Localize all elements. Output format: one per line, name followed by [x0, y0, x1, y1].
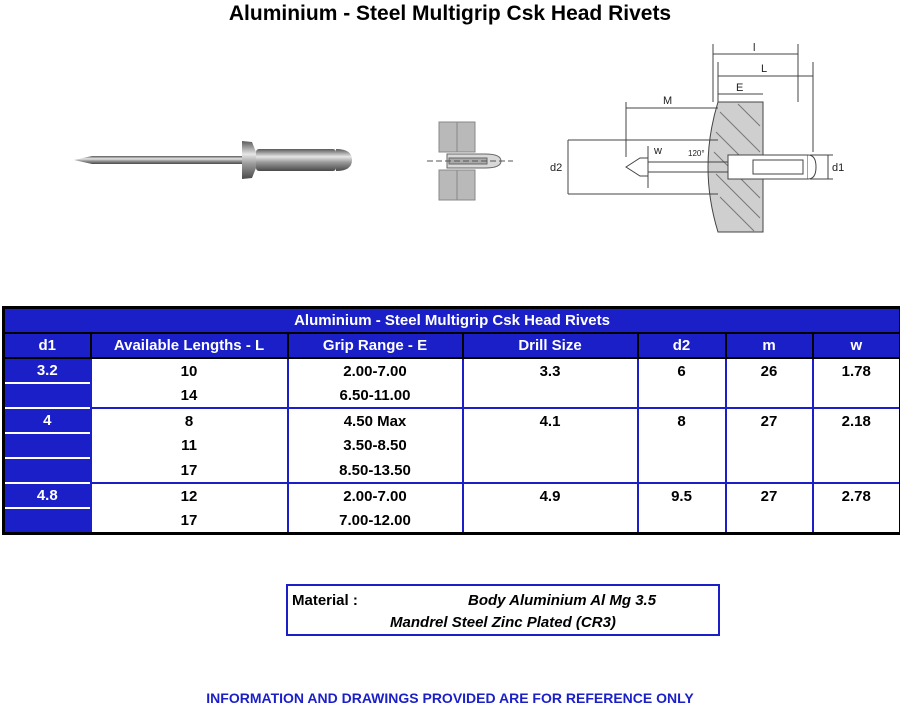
- cell-d1: 4.8: [4, 483, 91, 508]
- table-row: [4, 433, 900, 458]
- cell-length: 10: [91, 358, 288, 383]
- cell-m: 26: [726, 358, 813, 383]
- material-body: Body Aluminium Al Mg 3.5: [468, 592, 657, 609]
- cell-grip: 2.00-7.00: [288, 483, 463, 508]
- header-d2: d2: [638, 333, 726, 358]
- header-m: m: [726, 333, 813, 358]
- label-angle: 120°: [688, 149, 705, 158]
- cell-m: 27: [726, 408, 813, 433]
- cell-grip: 3.50-8.50: [288, 433, 463, 458]
- cell-d2: 8: [638, 408, 726, 433]
- footer-disclaimer: INFORMATION AND DRAWINGS PROVIDED ARE FOR REFERENCE ONLY: [206, 690, 694, 706]
- cell-m: 27: [726, 483, 813, 508]
- label-d1: d1: [832, 162, 845, 174]
- header-w: w: [813, 333, 900, 358]
- table-title: Aluminium - Steel Multigrip Csk Head Rivets: [4, 308, 900, 334]
- label-l-upper: l: [753, 42, 756, 54]
- header-drill-size: Drill Size: [463, 333, 638, 358]
- label-m: M: [663, 95, 673, 107]
- spec-table: [2, 306, 900, 535]
- section-drawing: [425, 116, 515, 206]
- cell-drill: 4.9: [463, 483, 638, 508]
- cell-d2: 6: [638, 358, 726, 383]
- cell-w: 2.78: [813, 483, 900, 508]
- material-mandrel: Mandrel Steel Zinc Plated (CR3): [390, 614, 616, 631]
- page-title: Aluminium - Steel Multigrip Csk Head Rivets: [228, 2, 672, 25]
- cell-grip: 7.00-12.00: [288, 508, 463, 534]
- header-grip-range: Grip Range - E: [288, 333, 463, 358]
- rivet-photo: [70, 130, 355, 190]
- table-row: [4, 408, 900, 433]
- cell-w: 1.78: [813, 358, 900, 383]
- cell-length: 14: [91, 383, 288, 408]
- cell-length: 17: [91, 508, 288, 534]
- table-row: [4, 358, 900, 383]
- label-e: E: [736, 82, 744, 94]
- cell-drill: 4.1: [463, 408, 638, 433]
- cell-drill: 3.3: [463, 358, 638, 383]
- cell-d1: 3.2: [4, 358, 91, 383]
- cell-d1-empty: [4, 433, 91, 458]
- label-w: w: [654, 145, 662, 157]
- label-l: L: [761, 63, 768, 75]
- cell-d1-empty: [4, 458, 91, 483]
- label-d2: d2: [550, 162, 563, 174]
- material-label: Material :: [292, 592, 358, 609]
- cell-grip: 6.50-11.00: [288, 383, 463, 408]
- cell-w: 2.18: [813, 408, 900, 433]
- cell-grip: 8.50-13.50: [288, 458, 463, 483]
- cell-grip: 2.00-7.00: [288, 358, 463, 383]
- cell-d1-empty: [4, 383, 91, 408]
- cell-d1: 4: [4, 408, 91, 433]
- table-row: [4, 508, 900, 534]
- dimension-drawing: [548, 42, 848, 247]
- cell-length: 8: [91, 408, 288, 433]
- header-lengths: Available Lengths - L: [91, 333, 288, 358]
- cell-length: 12: [91, 483, 288, 508]
- cell-length: 17: [91, 458, 288, 483]
- cell-grip: 4.50 Max: [288, 408, 463, 433]
- cell-d2: 9.5: [638, 483, 726, 508]
- cell-length: 11: [91, 433, 288, 458]
- cell-d1-empty: [4, 508, 91, 534]
- table-row: [4, 458, 900, 483]
- header-d1: d1: [4, 333, 91, 358]
- table-row: [4, 483, 900, 508]
- table-row: [4, 383, 900, 408]
- material-box: [286, 584, 720, 636]
